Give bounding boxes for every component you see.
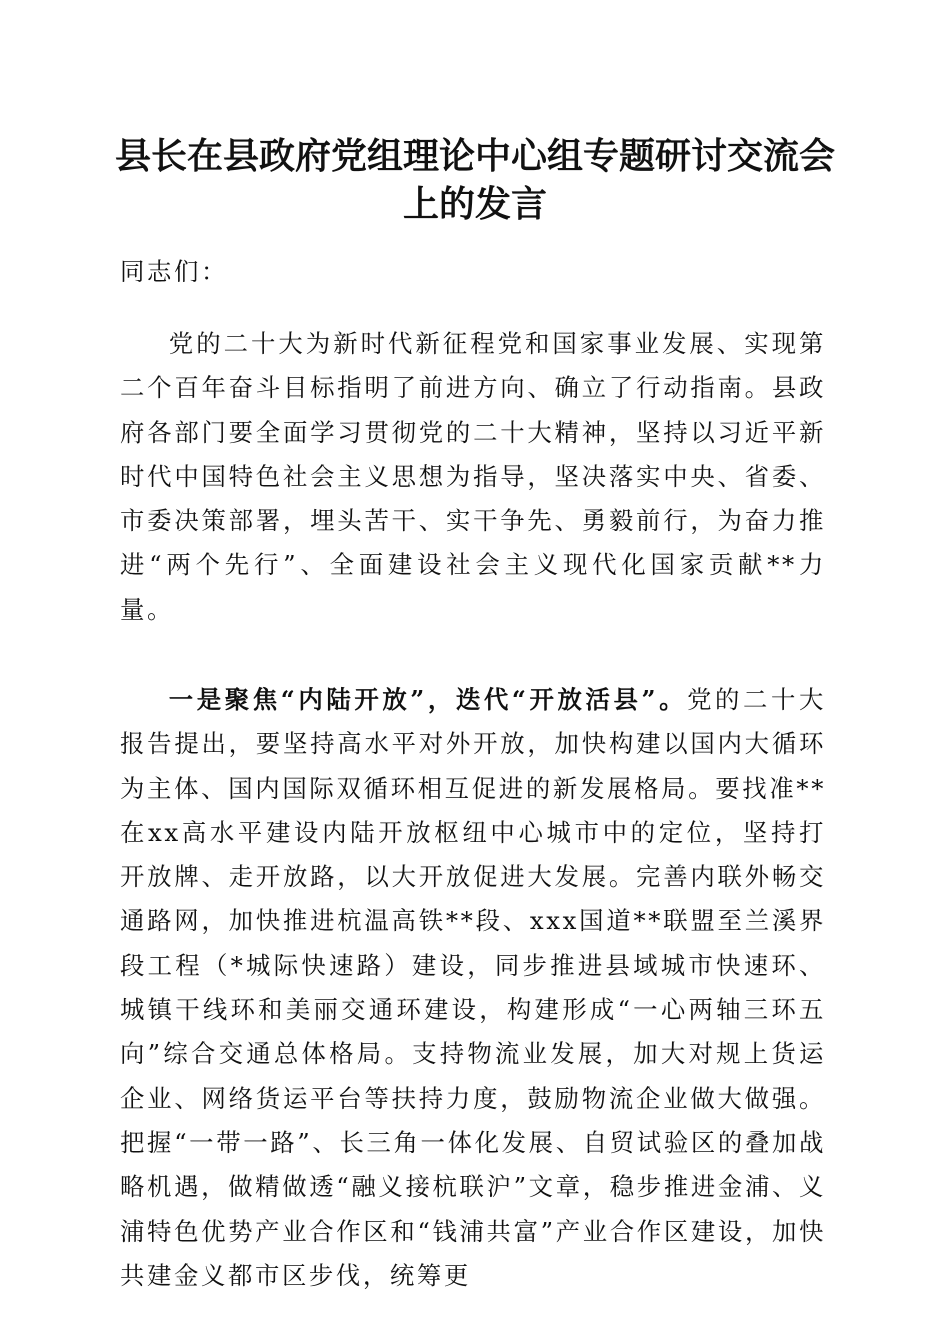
paragraph-lead: 一是聚焦“内陆开放”，迭代“开放活县”。 <box>168 685 688 714</box>
title-line-2: 上的发言 <box>402 183 547 225</box>
paragraph-point-one <box>120 678 826 1298</box>
paragraph-text: 党的二十大报告提出，要坚持高水平对外开放，加快构建以国内大循环为主体、国内国际双循环相互促进的新发展格局。要找准**在xx高水平建设内陆开放枢纽中心城市中的定位，坚持打开放牌、走开放路，以大开放促进大发展。完善内联外畅交通路网，加快推进杭温高铁**段、xxx国道**联盟至兰溪界段工程（*城际快速路）建设，同步推进县域城市快速环、城镇干线环和美丽交通环建设，构建形成“一心两轴三环五向”综合交通总体格局。支持物流业发展，加大对规上货运企业、网络货运平台等扶持力度，鼓励物流企业做大做强。把握“一带一路”、长三角一体化发展、自贸试验区的叠加战略机遇，做精做透“融义接杭联沪”文章，稳步推进金浦、义浦特色优势产业合作区和“钱浦共富”产业合作区建设，加快共建金义都市区步伐，统筹更 <box>120 685 826 1290</box>
paragraph-text: 党的二十大为新时代新征程党和国家事业发展、实现第二个百年奋斗目标指明了前进方向、确立了行动指南。县政府各部门要全面学习贯彻党的二十大精神，坚持以习近平新时代中国特色社会主义思想为指导，坚决落实中央、省委、市委决策部署，埋头苦干、实干争先、勇毅前行，为奋力推进“两个先行”、全面建设社会主义现代化国家贡献**力量。 <box>120 329 826 624</box>
title-line-1: 县长在县政府党组理论中心组专题研讨交流会 <box>114 135 835 177</box>
paragraph-intro <box>120 322 826 632</box>
salutation: 同志们： <box>120 257 228 286</box>
document-title <box>100 132 850 228</box>
